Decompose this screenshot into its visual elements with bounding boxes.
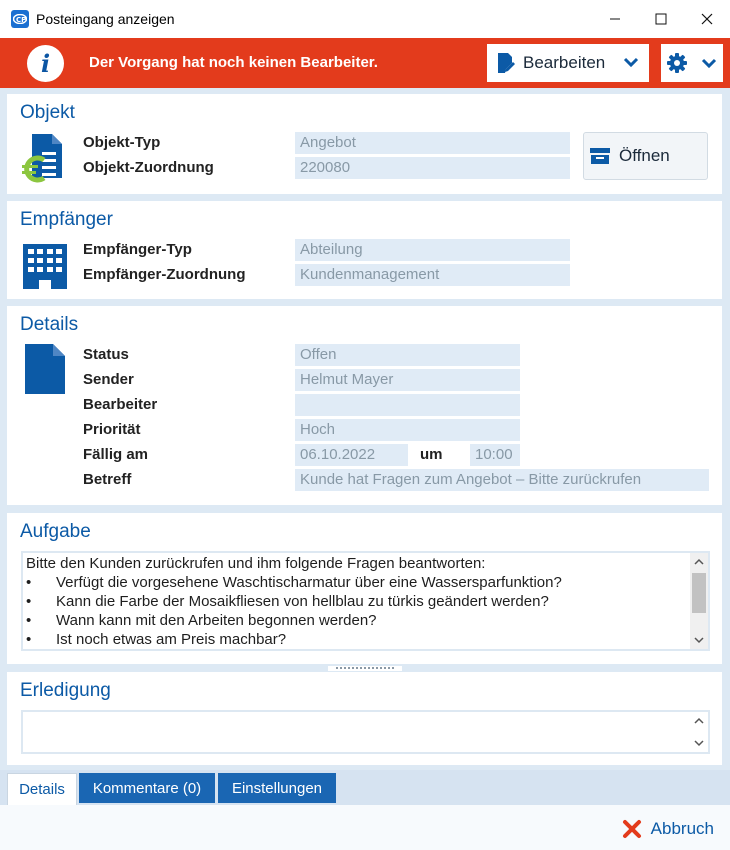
aufgabe-scrollbar[interactable] xyxy=(690,553,708,649)
betreff-label: Betreff xyxy=(83,471,132,488)
minimize-button[interactable] xyxy=(592,0,638,38)
empfaenger-typ-label: Empfänger-Typ xyxy=(83,241,192,258)
banner-message: Der Vorgang hat noch keinen Bearbeiter. xyxy=(89,54,378,71)
info-banner xyxy=(0,38,730,88)
maximize-button[interactable] xyxy=(638,0,684,38)
bearbeiter-label: Bearbeiter xyxy=(83,396,158,413)
abort-button[interactable] xyxy=(622,819,714,839)
sender-field[interactable]: Helmut Mayer xyxy=(295,369,520,391)
close-icon xyxy=(701,13,713,25)
faellig-datum-field[interactable]: 06.10.2022 xyxy=(295,444,408,466)
empfaenger-zuordnung-field[interactable]: Kundenmanagement xyxy=(295,264,570,286)
open-box-icon xyxy=(590,148,610,164)
object-document-euro-icon xyxy=(20,132,66,184)
chevron-down-icon[interactable] xyxy=(694,635,704,645)
erledigung-section xyxy=(7,672,722,765)
tab-kommentare[interactable]: Kommentare (0) xyxy=(79,773,215,803)
chevron-up-icon[interactable] xyxy=(694,716,704,726)
app-logo-icon xyxy=(11,10,29,28)
gear-icon xyxy=(667,53,687,73)
objekt-section xyxy=(7,94,722,194)
edit-button-label: Bearbeiten xyxy=(523,53,606,72)
prioritaet-label: Priorität xyxy=(83,421,141,438)
objekt-zuordnung-label: Objekt-Zuordnung xyxy=(83,159,214,176)
empfaenger-zuordnung-label: Empfänger-Zuordnung xyxy=(83,266,246,283)
edit-document-icon xyxy=(497,52,515,74)
resize-splitter-handle[interactable] xyxy=(328,666,402,671)
open-button-label: Öffnen xyxy=(619,146,670,165)
status-field[interactable]: Offen xyxy=(295,344,520,366)
bearbeiter-field[interactable] xyxy=(295,394,520,416)
objekt-typ-field[interactable]: Angebot xyxy=(295,132,570,154)
svg-text:CP: CP xyxy=(16,16,27,24)
maximize-icon xyxy=(655,13,667,25)
aufgabe-section xyxy=(7,513,722,664)
faellig-zeit-field[interactable]: 10:00 xyxy=(470,444,520,466)
edit-dropdown-button[interactable] xyxy=(487,44,649,82)
minimize-icon xyxy=(609,13,621,25)
erledigung-textarea[interactable] xyxy=(21,710,710,754)
details-title: Details xyxy=(20,314,79,335)
aufgabe-textarea[interactable] xyxy=(21,551,710,651)
footer xyxy=(0,805,730,850)
document-icon xyxy=(25,344,65,394)
erledigung-title: Erledigung xyxy=(20,680,111,701)
aufgabe-intro: Bitte den Kunden zurückrufen und ihm folgende Fragen beantworten: xyxy=(26,555,486,572)
settings-dropdown-button[interactable] xyxy=(661,44,723,82)
close-window-button[interactable] xyxy=(684,0,730,38)
chevron-down-icon[interactable] xyxy=(694,738,704,748)
window-title: Posteingang anzeigen xyxy=(36,11,175,27)
details-section xyxy=(7,306,722,505)
objekt-title: Objekt xyxy=(20,102,75,123)
faellig-label: Fällig am xyxy=(83,446,149,463)
chevron-down-icon xyxy=(623,56,639,68)
objekt-zuordnung-field[interactable]: 220080 xyxy=(295,157,570,179)
open-object-button[interactable] xyxy=(583,132,708,180)
cancel-x-icon xyxy=(622,819,642,839)
empfaenger-title: Empfänger xyxy=(20,209,113,230)
title-bar xyxy=(0,0,730,38)
aufgabe-item: • Kann die Farbe der Mosaikfliesen von hellblau zu türkis geändert werden? xyxy=(26,593,549,610)
scrollbar-thumb[interactable] xyxy=(692,573,706,613)
um-label: um xyxy=(420,446,443,463)
aufgabe-item: • Verfügt die vorgesehene Waschtischarmatur über eine Wassersparfunktion? xyxy=(26,574,562,591)
betreff-field[interactable]: Kunde hat Fragen zum Angebot – Bitte zurückrufen xyxy=(295,469,709,491)
aufgabe-item: • Wann kann mit den Arbeiten begonnen werden? xyxy=(26,612,377,629)
tab-einstellungen[interactable]: Einstellungen xyxy=(218,773,336,803)
tab-details[interactable]: Details xyxy=(7,773,77,805)
abort-label: Abbruch xyxy=(650,819,714,838)
empfaenger-typ-field[interactable]: Abteilung xyxy=(295,239,570,261)
empfaenger-section xyxy=(7,201,722,299)
chevron-down-icon xyxy=(701,57,717,69)
aufgabe-item: • Ist noch etwas am Preis machbar? xyxy=(26,631,287,648)
erledigung-scrollbar[interactable] xyxy=(690,712,708,752)
info-icon: i xyxy=(27,45,64,82)
chevron-up-icon[interactable] xyxy=(694,557,704,567)
prioritaet-field[interactable]: Hoch xyxy=(295,419,520,441)
sender-label: Sender xyxy=(83,371,134,388)
building-icon xyxy=(21,240,69,289)
objekt-typ-label: Objekt-Typ xyxy=(83,134,161,151)
status-label: Status xyxy=(83,346,129,363)
tab-bar xyxy=(0,770,730,805)
aufgabe-title: Aufgabe xyxy=(20,521,91,542)
